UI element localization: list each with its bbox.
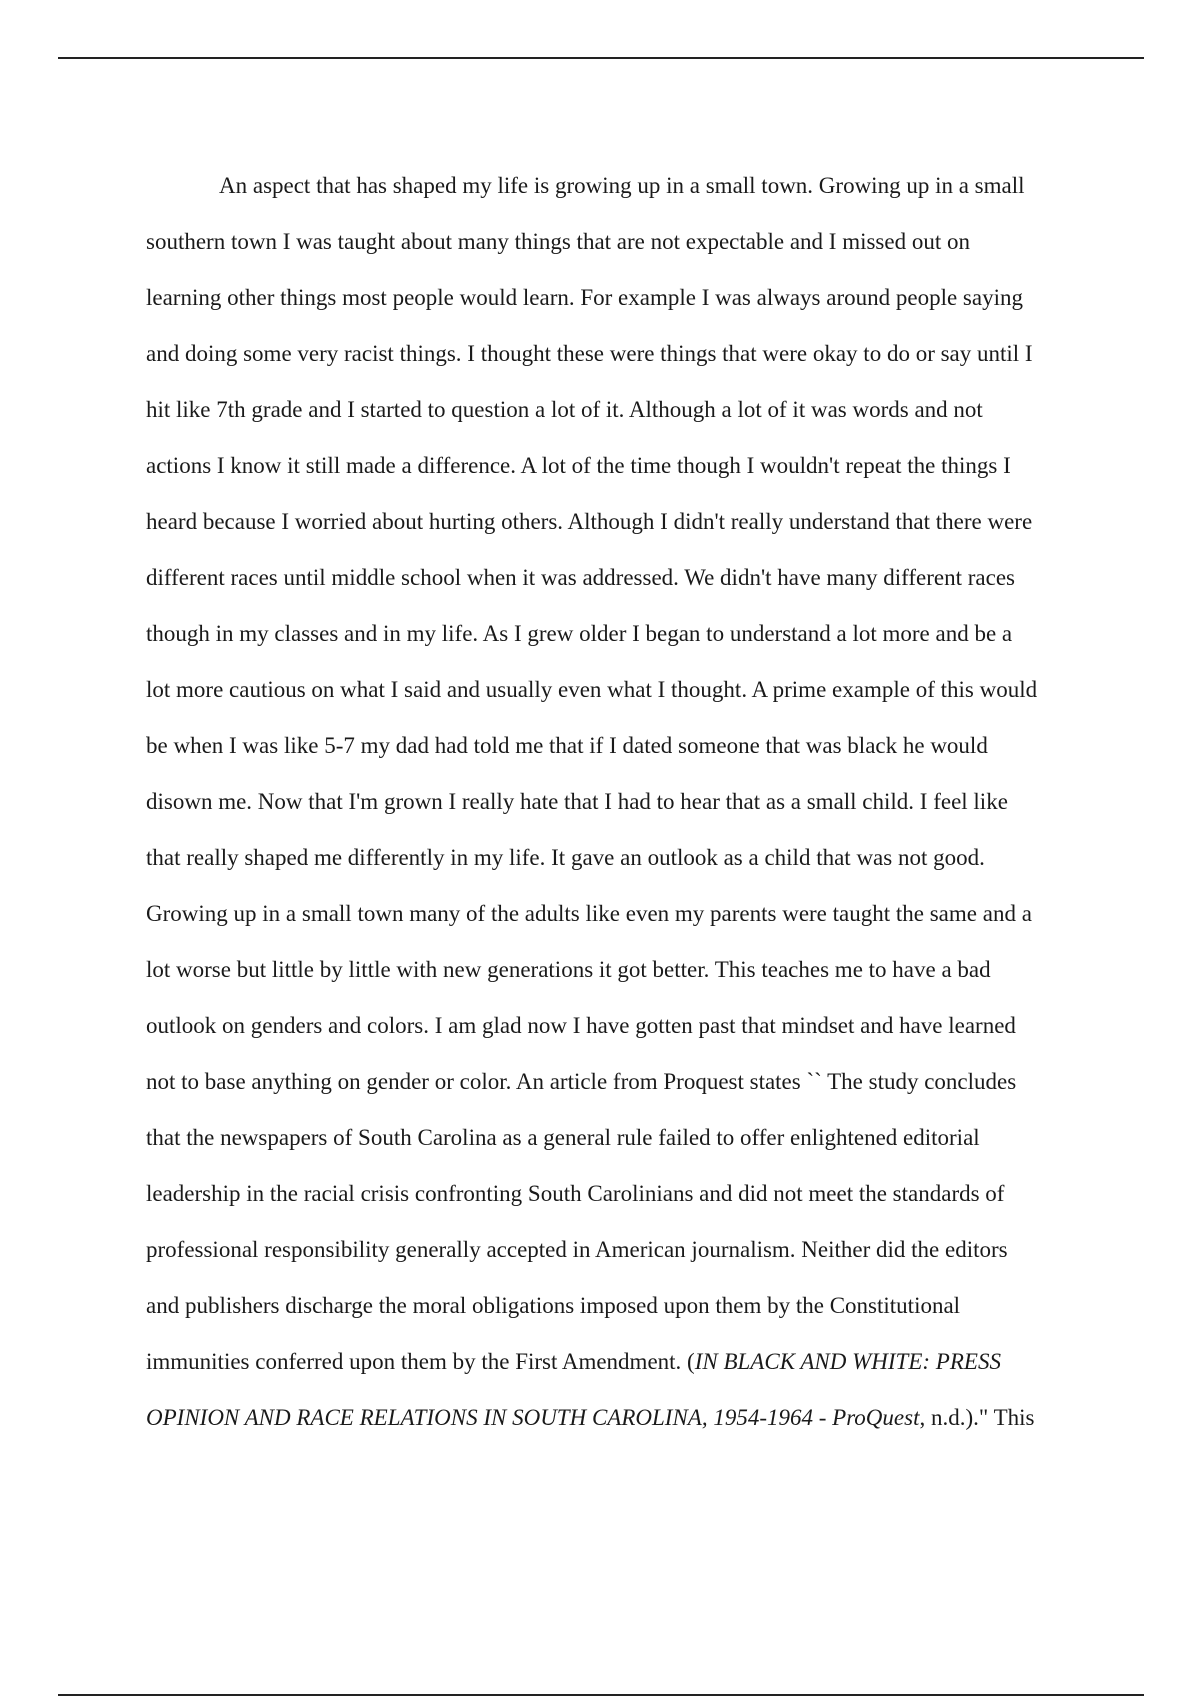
paragraph-line: be when I was like 5-7 my dad had told me that if I dated someone that was black he would <box>146 733 988 758</box>
paragraph-line: heard because I worried about hurting others. Although I didn't really understand that there were <box>146 509 1033 534</box>
paragraph-line: southern town I was taught about many things that are not expectable and I missed out on <box>146 229 970 254</box>
paragraph-line <box>146 1398 1086 1454</box>
citation-title-part-2: OPINION AND RACE RELATIONS IN SOUTH CAROLINA, 1954-1964 - ProQuest <box>146 1405 920 1430</box>
paragraph-line: disown me. Now that I'm grown I really hate that I had to hear that as a small child. I feel like <box>146 789 1008 814</box>
paragraph-line: and doing some very racist things. I thought these were things that were okay to do or say until I <box>146 341 1033 366</box>
citation-title-part-1: IN BLACK AND WHITE: PRESS <box>694 1349 1001 1374</box>
paragraph-line: different races until middle school when it was addressed. We didn't have many different races <box>146 565 1015 590</box>
paragraph-line: lot worse but little by little with new generations it got better. This teaches me to have a bad <box>146 957 991 982</box>
paragraph-line: professional responsibility generally accepted in American journalism. Neither did the editors <box>146 1237 1008 1262</box>
paragraph-line: Growing up in a small town many of the adults like even my parents were taught the same and a <box>146 901 1032 926</box>
paragraph-line: not to base anything on gender or color. An article from Proquest states `` The study concludes <box>146 1069 1017 1094</box>
citation-tail-text: , n.d.)." This <box>919 1405 1035 1430</box>
paragraph-line: though in my classes and in my life. As I grew older I began to understand a lot more and be a <box>146 621 1013 646</box>
footer-rule <box>58 1694 1144 1696</box>
paragraph-line: and publishers discharge the moral obligations imposed upon them by the Constitutional <box>146 1293 961 1318</box>
paragraph-line: that the newspapers of South Carolina as a general rule failed to offer enlightened editorial <box>146 1125 980 1150</box>
citation-lead-text: immunities conferred upon them by the First Amendment. ( <box>146 1349 695 1374</box>
paragraph-line: An aspect that has shaped my life is growing up in a small town. Growing up in a small <box>219 173 1025 198</box>
paragraph-line: leadership in the racial crisis confronting South Carolinians and did not meet the standards of <box>146 1181 1005 1206</box>
paragraph-line: actions I know it still made a difference. A lot of the time though I wouldn't repeat the things I <box>146 453 1011 478</box>
document-body <box>146 166 1086 1454</box>
paragraph-line: lot more cautious on what I said and usually even what I thought. A prime example of this would <box>146 677 1038 702</box>
header-rule <box>58 57 1144 59</box>
paragraph-line <box>146 1342 1086 1398</box>
paragraph-line: hit like 7th grade and I started to question a lot of it. Although a lot of it was words and not <box>146 397 983 422</box>
paragraph-line: that really shaped me differently in my life. It gave an outlook as a child that was not good. <box>146 845 985 870</box>
paragraph-line: learning other things most people would learn. For example I was always around people saying <box>146 285 1023 310</box>
paragraph-line: outlook on genders and colors. I am glad now I have gotten past that mindset and have learned <box>146 1013 1016 1038</box>
